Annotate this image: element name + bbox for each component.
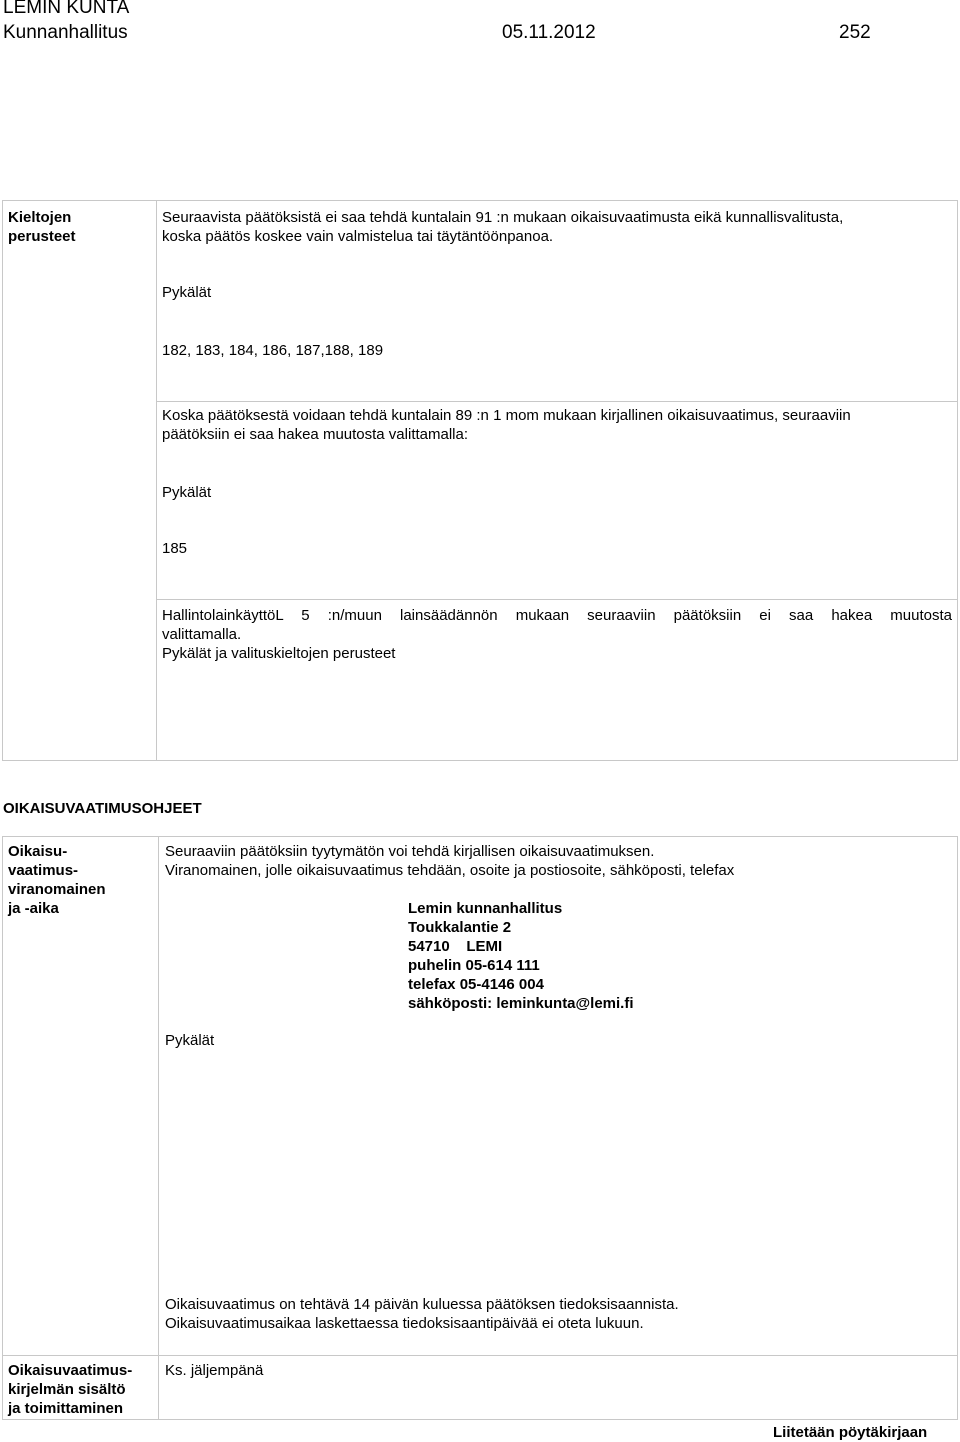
instructions-pykalat-label: Pykälät <box>165 1032 215 1049</box>
content-text: Ks. jäljempänä <box>165 1362 264 1379</box>
block3-line3: Pykälät ja valituskieltojen perusteet <box>162 645 396 662</box>
instructions-text-line1: Seuraaviin päätöksiin tyytymätön voi tehdä kirjallisen oikaisuvaatimuksen. <box>165 843 655 860</box>
block2-line2: päätöksiin ei saa hakea muutosta valittamalla: <box>162 426 469 443</box>
address-street: Toukkalantie 2 <box>408 919 512 936</box>
address-fax: telefax 05-4146 004 <box>408 976 544 993</box>
restrictions-row-divider-2 <box>156 599 958 600</box>
authority-label-line4: ja -aika <box>8 900 59 917</box>
address-email: sähköposti: leminkunta@lemi.fi <box>408 995 634 1012</box>
page-number: 252 <box>839 22 871 43</box>
address-name: Lemin kunnanhallitus <box>408 900 563 917</box>
restrictions-label-line1: Kieltojen <box>8 209 72 226</box>
authority-label-line2: vaatimus- <box>8 862 79 879</box>
instructions-text-line2: Viranomainen, jolle oikaisuvaatimus tehdään, osoite ja postiosoite, sähköposti, telefax <box>165 862 735 879</box>
restrictions-row-divider-1 <box>156 401 958 402</box>
restrictions-label-line2: perusteet <box>8 228 76 245</box>
content-label-line1: Oikaisuvaatimus- <box>8 1362 133 1379</box>
meeting-date: 05.11.2012 <box>502 22 596 43</box>
content-label-line2: kirjelmän sisältö <box>8 1381 126 1398</box>
section2-values: 185 <box>162 540 188 557</box>
block3-line1: HallintolainkäyttöL 5 :n/muun lainsäädännön mukaan seuraaviin päätöksiin ei saa hakea muutosta <box>162 607 952 624</box>
restrictions-table <box>2 200 958 761</box>
restrictions-intro-line1: Seuraavista päätöksistä ei saa tehdä kuntalain 91 :n mukaan oikaisuvaatimusta eikä kunnallisvalitusta, <box>162 209 844 226</box>
address-phone: puhelin 05-614 111 <box>408 957 540 974</box>
deadline-line2: Oikaisuvaatimusaikaa laskettaessa tiedoksisaantipäivää ei oteta lukuun. <box>165 1315 644 1332</box>
address-postal: 54710 LEMI <box>408 938 503 955</box>
section2-label: Pykälät <box>162 484 212 501</box>
block2-line1: Koska päätöksestä voidaan tehdä kuntalain 89 :n 1 mom mukaan kirjallinen oikaisuvaatimus, seuraaviin <box>162 407 851 424</box>
restrictions-divider <box>156 200 157 761</box>
instructions-divider <box>158 836 159 1420</box>
section1-values: 182, 183, 184, 186, 187,188, 189 <box>162 342 384 359</box>
footer-note: Liitetään pöytäkirjaan <box>773 1424 928 1441</box>
restrictions-intro-line2: koska päätös koskee vain valmistelua tai täytäntöönpanoa. <box>162 228 554 245</box>
section1-label: Pykälät <box>162 284 212 301</box>
block3-line2: valittamalla. <box>162 626 242 643</box>
meeting-body: Kunnanhallitus <box>3 22 128 43</box>
instructions-heading: OIKAISUVAATIMUSOHJEET <box>3 800 202 817</box>
deadline-line1: Oikaisuvaatimus on tehtävä 14 päivän kuluessa päätöksen tiedoksisaannista. <box>165 1296 679 1313</box>
content-label-line3: ja toimittaminen <box>8 1400 124 1417</box>
authority-label-line1: Oikaisu- <box>8 843 68 860</box>
instructions-row-divider <box>2 1355 958 1356</box>
authority-label-line3: viranomainen <box>8 881 106 898</box>
org-name: LEMIN KUNTA <box>3 0 130 18</box>
